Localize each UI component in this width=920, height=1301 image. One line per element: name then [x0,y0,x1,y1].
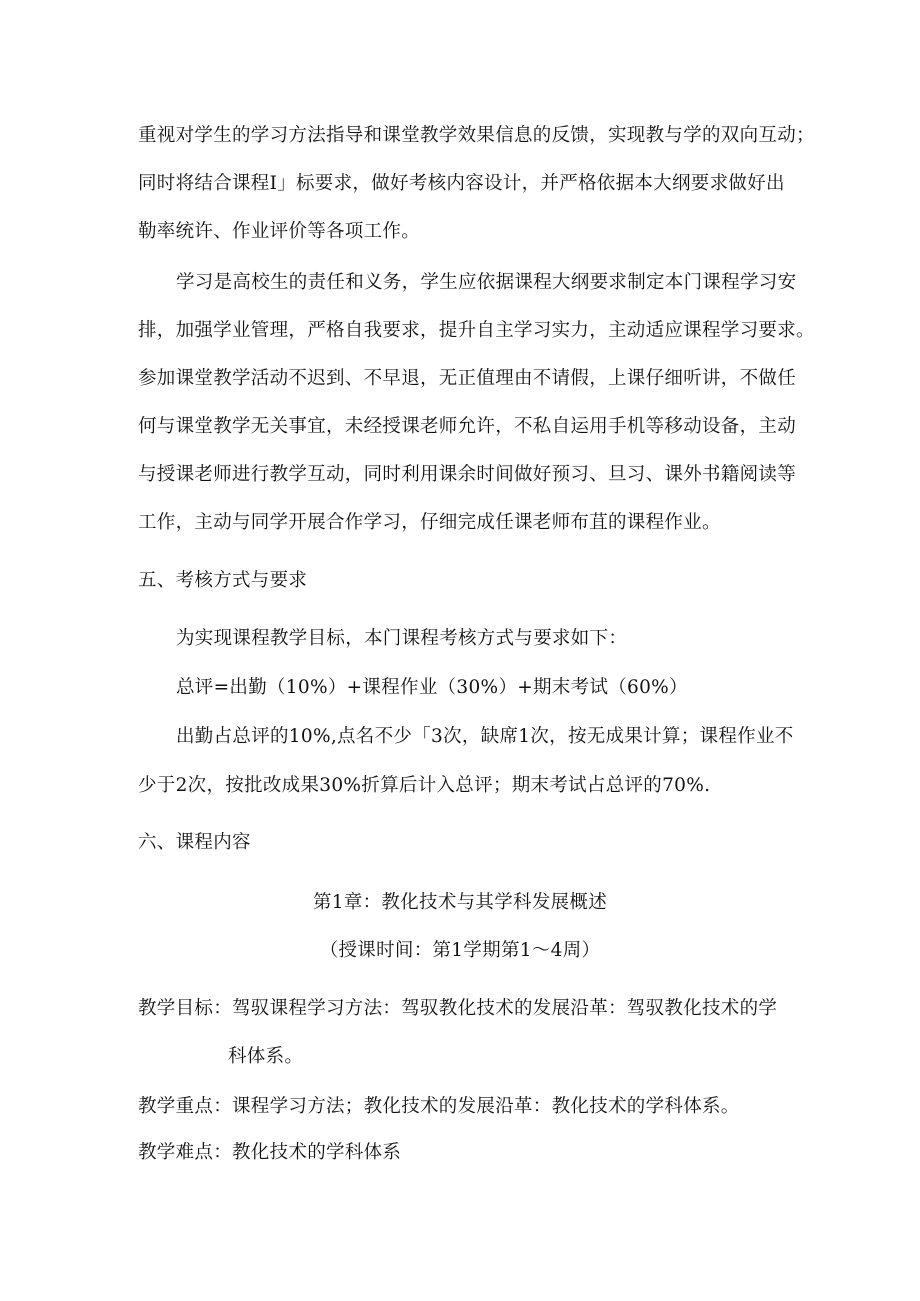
section-5-formula: 总评=出勤（10%）+课程作业（30%）+期末考试（60%） [176,677,688,698]
paragraph-1-line-3: 勒率统许、作业评价等各项工作。 [138,221,421,242]
paragraph-1-line-1: 重视对学生的学习方法指导和课堂教学效果信息的反馈，实现教与学的双向互动； [138,125,815,146]
paragraph-2-line-4: 何与课堂教学无关事宜，未经授课老师允许，不私自运用手机等移动设备，主动 [138,416,797,437]
paragraph-2-line-3: 参加课堂教学活动不迟到、不早退，无正值理由不请假，上课仔细听讲，不做任 [138,368,797,389]
section-5-heading: 五、考核方式与要求 [138,570,308,591]
paragraph-2-line-5: 与授课老师进行教学互动，同时利用课余时间做好预习、旦习、课外书籍阅读等 [138,464,797,485]
teaching-difficulties: 教学难点：教化技术的学科体系 [138,1142,402,1163]
teaching-objectives-line-2: 科体系。 [228,1046,304,1067]
section-5-detail-line-1: 出勤占总评的10%,点名不少「3次，缺席1次，按无成果计算；课程作业不 [176,726,794,747]
section-5-detail-line-2: 少于2次，按批改成果30%折算后计入总评；期末考试占总评的70%. [138,775,711,796]
paragraph-2-line-6: 工作，主动与同学开展合作学习，仔细完成任课老师布苴的课程作业。 [138,512,721,533]
section-6-heading: 六、课程内容 [138,832,251,853]
chapter-time: （授课时间：第1学期第1～4周） [319,940,601,961]
section-5-intro: 为实现课程教学目标，本门课程考核方式与要求如下： [176,628,628,649]
paragraph-1-line-2: 同时将结合课程I」标要求，做好考核内容设计，并严格依据本大纲要求做好出 [138,173,785,194]
teaching-objectives-line-1: 教学目标：驾驭课程学习方法：驾驭教化技术的发展沿革：驾驭教化技术的学 [138,998,778,1019]
chapter-title: 第1章：教化技术与其学科发展概述 [312,892,608,913]
paragraph-2-line-2: 排，加强学业管理，严格自我要求，提升自主学习实力，主动适应课程学习要求。 [138,320,815,341]
teaching-key-points: 教学重点：课程学习方法；教化技术的发展沿革：教化技术的学科体系。 [138,1096,740,1117]
paragraph-2-line-1: 学习是高校生的责任和义务，学生应依据课程大纲要求制定本门课程学习安 [176,272,797,293]
